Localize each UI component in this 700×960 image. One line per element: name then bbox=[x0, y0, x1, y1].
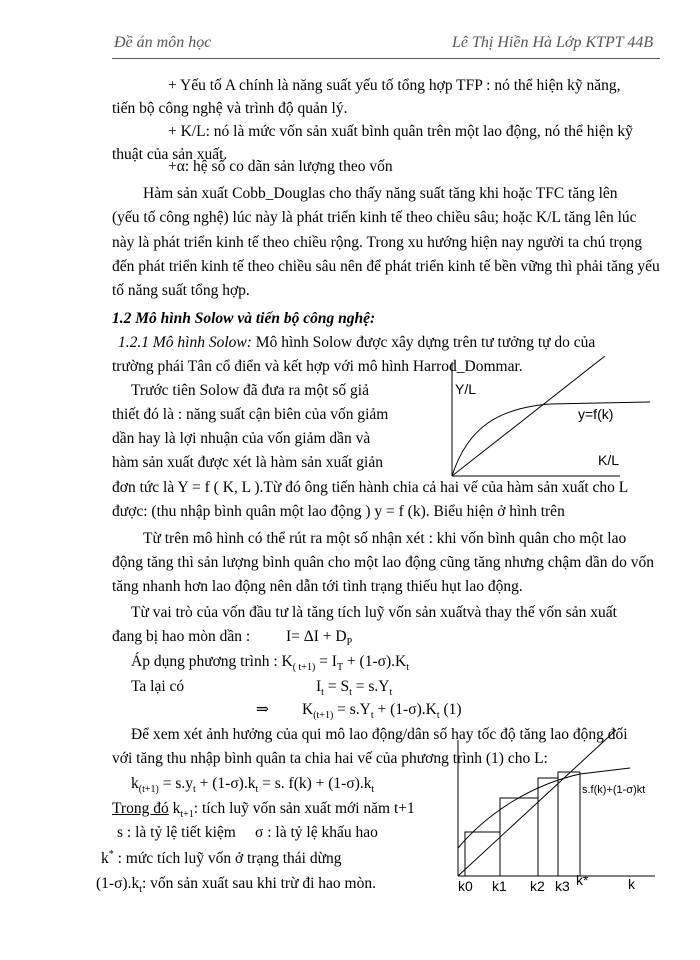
fig1-x-label: K/L bbox=[598, 452, 620, 468]
para-line bbox=[96, 874, 376, 894]
fig1-curve-label: y=f(k) bbox=[578, 406, 614, 422]
para-line: Ta lại có bbox=[131, 678, 185, 695]
production-curve bbox=[452, 402, 650, 476]
kstar-desc: : mức tích luỹ vốn ở trạng thái dừng bbox=[113, 850, 342, 867]
para-line: thiết đó là : năng suất cận biên của vốn giảm bbox=[112, 406, 389, 423]
depr-cap-desc: : vốn sản xuất sau khi trừ đi hao mòn. bbox=[142, 875, 376, 892]
sub-heading-text: Mô hình Solow được xây dựng trên tư tưởng tự do của bbox=[251, 334, 596, 351]
trong-do-label: Trong đó bbox=[112, 800, 169, 817]
fig1-y-label: Y/L bbox=[455, 381, 477, 397]
fig2-tick-k3: k3 bbox=[555, 878, 570, 894]
header-right: Lê Thị Hiền Hà Lớp KTPT 44B bbox=[452, 34, 654, 51]
fig2-tick-k0: k0 bbox=[458, 878, 473, 894]
para-line bbox=[101, 849, 342, 869]
kstar-sup: * bbox=[108, 848, 114, 860]
kt1: k bbox=[168, 800, 181, 817]
fig2-curve-label: s.f(k)+(1-σ)kt bbox=[582, 784, 646, 796]
kt1-sub: t+1 bbox=[180, 809, 194, 821]
para-line: Để xem xét ảnh hưởng của qui mô lao động/dân số hay tốc độ tăng lao động đối bbox=[131, 726, 628, 743]
equation-result: $K_{(t+1)} = s.Y_t + (1-\sigma).K_t$ (1) bbox=[302, 701, 462, 722]
investment-eq: I= ΔI + D bbox=[286, 628, 347, 645]
section-heading: 1.2 Mô hình Solow và tiến bộ công nghệ: bbox=[112, 310, 376, 327]
para-line: thuật của sản xuất. bbox=[112, 146, 228, 163]
para-line: đơn tức là Y = f ( K, L ).Từ đó ông tiến hành chia cả hai vế của hàm sản xuất cho L bbox=[112, 479, 629, 496]
apply-label: Áp dụng phương trình : K bbox=[131, 653, 293, 670]
solow-production-figure bbox=[440, 356, 665, 484]
fig2-tick-k2: k2 bbox=[530, 878, 545, 894]
equation-ta-lai: $I_t = S_t = s.Y_t$ bbox=[316, 678, 393, 699]
para-line: được: (thu nhập bình quân một lao động ) y = f (k). Biểu hiện ở hình trên bbox=[112, 503, 565, 520]
para-line: tăng nhanh hơn lao động nên dẫn tới tình trạng thiếu hụt lao động. bbox=[112, 578, 523, 595]
para-line: này là phát triển kinh tế theo chiều rộng. Trong xu hướng hiện nay người ta chú trọng bbox=[112, 234, 642, 251]
para-line: s : là tỷ lệ tiết kiệm bbox=[117, 824, 236, 841]
header-left: Đề án môn học bbox=[114, 34, 212, 51]
para-line: Từ trên mô hình có thể rút ra một số nhận xét : khi vốn bình quân cho một lao bbox=[143, 530, 627, 547]
para-line: σ : là tỷ lệ khấu hao bbox=[255, 824, 378, 841]
para-line: Trước tiên Solow đã đưa ra một số giả bbox=[131, 382, 369, 399]
kstar: k bbox=[101, 850, 109, 867]
para-line: Áp dụng phương trình : $K_{( t+1)} = I_T + (1-\sigma).K_t$ bbox=[131, 653, 409, 674]
para-line: (yếu tố công nghệ) lúc này là phát triển kinh tế theo chiều sâu; hoặc K/L tăng lên lúc bbox=[112, 209, 637, 226]
fig2-tick-kstar: k* bbox=[576, 872, 589, 888]
para-line: + K/L: nó là mức vốn sản xuất bình quân trên một lao động, nó thể hiện kỹ bbox=[168, 123, 633, 140]
capital-accumulation-figure bbox=[440, 730, 670, 880]
para-line: hàm sản xuất được xét là hàm sản xuất giản bbox=[112, 454, 383, 471]
para-line: Hàm sản xuất Cobb_Douglas cho thấy năng suất tăng khi hoặc TFC tăng lên bbox=[143, 185, 618, 202]
para-line: đang bị hao mòn dần : bbox=[112, 628, 251, 645]
fig2-x-label: k bbox=[628, 876, 635, 892]
para-line: + Yếu tố A chính là năng suất yếu tố tổng hợp TFP : nó thể hiện kỹ năng, bbox=[168, 77, 621, 94]
para-line bbox=[118, 333, 595, 353]
para-line: Từ vai trò của vốn đầu tư là tăng tích luỹ vốn sản xuấtvà thay thế vốn sản xuất bbox=[131, 604, 617, 621]
para-line: với tăng thu nhập bình quân ta chia hai vế của phương trình (1) cho L: bbox=[112, 750, 548, 767]
para-line: tiến bộ công nghệ và trình độ quản lý. bbox=[112, 100, 348, 117]
para-line: tố năng suất tổng hợp. bbox=[112, 282, 250, 299]
para-line: dần hay là lợi nhuận của vốn giảm dần và bbox=[112, 430, 371, 447]
arrow-symbol: ⇒ bbox=[256, 701, 269, 718]
equation-investment bbox=[286, 627, 352, 647]
para-line: trường phái Tân cổ điển và kết hợp với mô hình Harrod_Dommar. bbox=[112, 358, 523, 375]
fig2-tick-k1: k1 bbox=[492, 878, 507, 894]
para-line: đến phát triển kinh tế theo chiều sâu nên để phát triển kinh tế bền vững thì phải tăng yếu bbox=[112, 258, 660, 275]
para-line bbox=[112, 799, 415, 819]
diagonal-line bbox=[458, 730, 616, 876]
sub-heading: 1.2.1 Mô hình Solow: bbox=[118, 334, 252, 351]
depr-cap: (1-σ).k bbox=[96, 875, 140, 892]
equation-per-worker: $k_{(t+1)} = s.y_t + (1-\sigma).k_t = s$. $f(k) + (1-\sigma).k_t$ bbox=[131, 775, 375, 796]
header-rule bbox=[112, 58, 660, 59]
kt1-desc: : tích luỹ vốn sản xuất mới năm t+1 bbox=[193, 800, 415, 817]
accumulation-curve bbox=[458, 768, 630, 848]
investment-eq-sub: P bbox=[346, 637, 353, 649]
para-line: +α: hệ số co dãn sản lượng theo vốn bbox=[168, 158, 393, 175]
depr-cap-sub: t bbox=[139, 884, 142, 896]
para-line: động tăng thì sản lượng bình quân cho một lao động cũng tăng nhưng chậm dần do vốn bbox=[112, 554, 655, 571]
